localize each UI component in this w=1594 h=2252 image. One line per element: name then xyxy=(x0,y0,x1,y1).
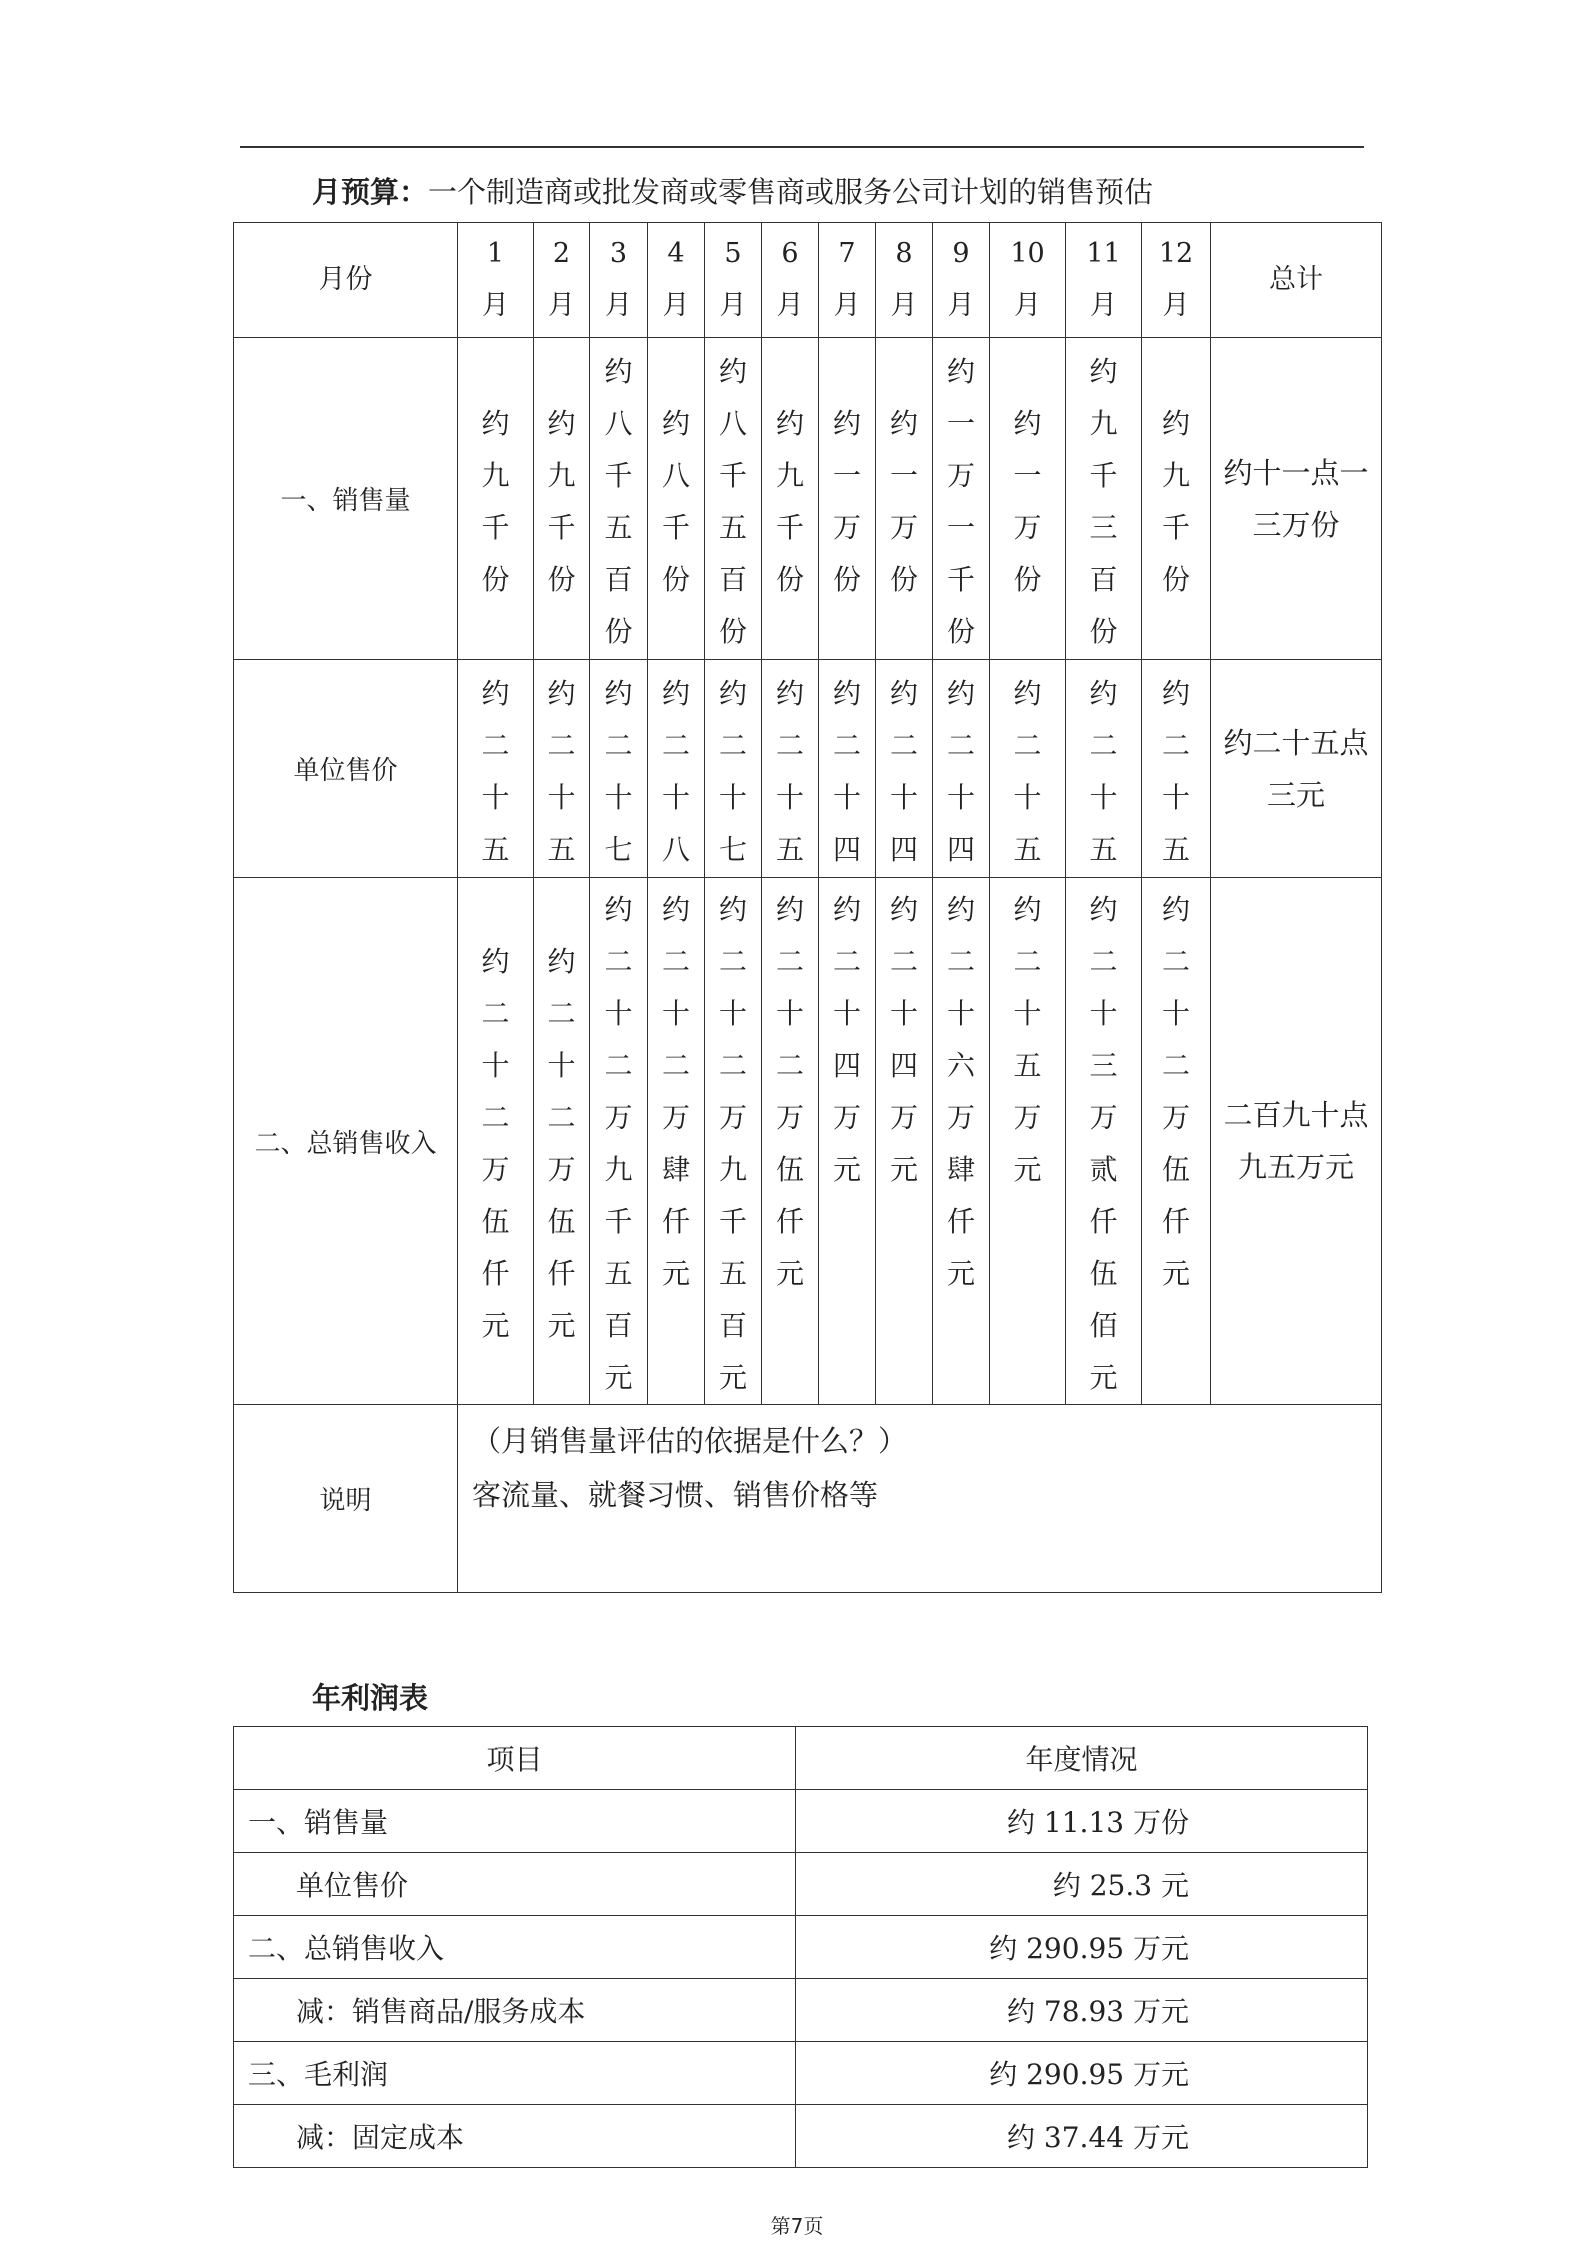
note-question: （月销售量评估的依据是什么？） xyxy=(472,1424,908,1458)
monthly-title-rest: 一个制造商或批发商或零售商或服务公司计划的销售预估 xyxy=(428,175,1154,209)
month-value-cell xyxy=(933,338,990,660)
month-header-label: 月份 xyxy=(234,223,458,338)
month-value-text: 约一万份 xyxy=(889,406,918,596)
annual-row-label: 一、销售量 xyxy=(234,1790,796,1853)
month-value-cell xyxy=(705,660,762,878)
monthly-budget-title xyxy=(312,170,1153,211)
month-header-text: 5 月 xyxy=(719,238,747,321)
month-value-text: 约二十三万贰仟伍佰元 xyxy=(1089,893,1118,1394)
month-value-text: 约二十八 xyxy=(661,676,690,866)
month-value-cell xyxy=(876,878,933,1405)
month-header-cell xyxy=(762,223,819,338)
row-label: 单位售价 xyxy=(234,660,458,878)
month-value-cell xyxy=(648,878,705,1405)
month-value-cell xyxy=(990,338,1066,660)
month-header-cell xyxy=(590,223,648,338)
month-value-cell xyxy=(590,338,648,660)
annual-row xyxy=(234,1916,1368,1979)
budget-row xyxy=(234,878,1382,1405)
month-value-cell xyxy=(1066,660,1142,878)
annual-row-value: 约 25.3 元 xyxy=(796,1853,1368,1916)
month-value-cell xyxy=(705,338,762,660)
month-value-cell xyxy=(819,878,876,1405)
month-value-cell xyxy=(933,878,990,1405)
month-value-cell xyxy=(458,660,534,878)
month-value-cell xyxy=(1142,878,1211,1405)
month-header-text: 10 月 xyxy=(1010,238,1045,321)
month-value-text: 约九千三百份 xyxy=(1089,354,1118,648)
month-value-cell xyxy=(1066,338,1142,660)
month-value-cell xyxy=(876,660,933,878)
month-header-total: 总计 xyxy=(1211,223,1382,338)
month-value-text: 约九千份 xyxy=(481,406,510,596)
annual-row xyxy=(234,1853,1368,1916)
month-header-cell xyxy=(534,223,590,338)
month-value-cell xyxy=(534,338,590,660)
month-value-text: 约九千份 xyxy=(547,406,576,596)
month-value-cell xyxy=(534,660,590,878)
annual-header-value: 年度情况 xyxy=(796,1727,1368,1790)
month-value-cell xyxy=(534,878,590,1405)
month-value-text: 约二十五 xyxy=(547,676,576,866)
annual-header-item: 项目 xyxy=(234,1727,796,1790)
month-header-cell xyxy=(1142,223,1211,338)
annual-row-label: 减：销售商品/服务成本 xyxy=(234,1979,796,2042)
month-value-text: 约二十四万元 xyxy=(832,893,861,1186)
row-total: 约二十五点三元 xyxy=(1211,660,1382,878)
month-value-text: 约二十二万九千五百元 xyxy=(718,893,747,1394)
month-value-text: 约二十五 xyxy=(1013,676,1042,866)
month-value-text: 约二十四 xyxy=(946,676,975,866)
row-total: 约十一点一三万份 xyxy=(1211,338,1382,660)
month-value-text: 约二十五 xyxy=(775,676,804,866)
month-value-cell xyxy=(648,338,705,660)
annual-row xyxy=(234,2105,1368,2168)
month-header-text: 9 月 xyxy=(947,238,975,321)
month-value-text: 约八千五百份 xyxy=(718,354,747,648)
month-header-cell xyxy=(705,223,762,338)
month-value-cell xyxy=(819,338,876,660)
month-value-cell xyxy=(933,660,990,878)
row-label: 一、销售量 xyxy=(234,338,458,660)
month-value-cell xyxy=(990,878,1066,1405)
annual-row-value: 约 290.95 万元 xyxy=(796,1916,1368,1979)
month-value-cell xyxy=(762,660,819,878)
row-total: 二百九十点九五万元 xyxy=(1211,878,1382,1405)
month-value-text: 约二十五 xyxy=(1089,676,1118,866)
month-header-text: 11 月 xyxy=(1086,238,1121,321)
annual-row-label: 单位售价 xyxy=(234,1853,796,1916)
month-value-text: 约二十二万九千五百元 xyxy=(604,893,633,1394)
month-value-cell xyxy=(876,338,933,660)
month-value-text: 约二十二万伍仟元 xyxy=(1161,893,1190,1290)
month-header-cell xyxy=(648,223,705,338)
annual-profit-title: 年利润表 xyxy=(312,1681,429,1715)
annual-row-label: 二、总销售收入 xyxy=(234,1916,796,1979)
annual-row-value: 约 78.93 万元 xyxy=(796,1979,1368,2042)
month-header-text: 1 月 xyxy=(482,238,509,321)
note-content xyxy=(458,1405,1382,1593)
month-value-cell xyxy=(648,660,705,878)
month-header-text: 2 月 xyxy=(548,238,575,321)
month-value-cell xyxy=(1066,878,1142,1405)
month-value-text: 约二十二万肆仟元 xyxy=(661,893,690,1290)
month-value-cell xyxy=(762,338,819,660)
month-value-text: 约二十二万伍仟元 xyxy=(775,893,804,1290)
month-value-text: 约二十五万元 xyxy=(1013,893,1042,1186)
annual-row xyxy=(234,1790,1368,1853)
month-header-text: 3 月 xyxy=(605,238,632,321)
budget-row xyxy=(234,338,1382,660)
annual-row xyxy=(234,1979,1368,2042)
annual-row-value: 约 11.13 万份 xyxy=(796,1790,1368,1853)
month-value-cell xyxy=(1142,338,1211,660)
month-value-text: 约二十五 xyxy=(481,676,510,866)
month-value-text: 约一万份 xyxy=(1013,406,1042,596)
annual-header-row xyxy=(234,1727,1368,1790)
month-header-text: 4 月 xyxy=(662,238,690,321)
month-value-text: 约二十六万肆仟元 xyxy=(946,893,975,1290)
annual-row xyxy=(234,2042,1368,2105)
monthly-title-bold: 月预算： xyxy=(312,175,429,209)
month-header-cell xyxy=(876,223,933,338)
annual-row-label: 三、毛利润 xyxy=(234,2042,796,2105)
page-number: 第7页 xyxy=(770,2214,824,2238)
month-value-text: 约二十二万伍仟元 xyxy=(481,945,510,1342)
month-value-cell xyxy=(819,660,876,878)
month-value-text: 约九千份 xyxy=(1161,406,1190,596)
month-value-text: 约八千份 xyxy=(661,406,690,596)
month-value-cell xyxy=(1142,660,1211,878)
month-value-text: 约二十二万伍仟元 xyxy=(547,945,576,1342)
month-value-cell xyxy=(990,660,1066,878)
row-label: 二、总销售收入 xyxy=(234,878,458,1405)
annual-row-label: 减：固定成本 xyxy=(234,2105,796,2168)
annual-row-value: 约 37.44 万元 xyxy=(796,2105,1368,2168)
month-value-text: 约一万份 xyxy=(832,406,861,596)
note-row xyxy=(234,1405,1382,1593)
month-value-cell xyxy=(590,878,648,1405)
month-header-cell xyxy=(990,223,1066,338)
month-value-text: 约二十七 xyxy=(604,676,633,866)
month-value-cell xyxy=(458,338,534,660)
month-value-text: 约八千五百份 xyxy=(604,354,633,648)
month-value-text: 约九千份 xyxy=(775,406,804,596)
month-header-text: 6 月 xyxy=(776,238,804,321)
month-header-text: 8 月 xyxy=(890,238,918,321)
monthly-budget-table xyxy=(233,222,1382,1593)
month-header-cell xyxy=(458,223,534,338)
month-value-cell xyxy=(590,660,648,878)
month-value-text: 约二十五 xyxy=(1161,676,1190,866)
note-answer: 客流量、就餐习惯、销售价格等 xyxy=(472,1478,879,1512)
month-header-cell xyxy=(1066,223,1142,338)
month-header-cell xyxy=(933,223,990,338)
month-value-cell xyxy=(705,878,762,1405)
budget-row xyxy=(234,660,1382,878)
annual-row-value: 约 290.95 万元 xyxy=(796,2042,1368,2105)
month-value-text: 约二十四 xyxy=(832,676,861,866)
month-header-row xyxy=(234,223,1382,338)
month-header-cell xyxy=(819,223,876,338)
month-value-text: 约一万一千份 xyxy=(946,354,975,648)
month-header-text: 12 月 xyxy=(1158,238,1194,321)
month-value-text: 约二十四 xyxy=(889,676,918,866)
month-value-text: 约二十四万元 xyxy=(889,893,918,1186)
month-header-text: 7 月 xyxy=(833,238,861,321)
month-value-text: 约二十七 xyxy=(718,676,747,866)
month-value-cell xyxy=(458,878,534,1405)
annual-profit-table xyxy=(233,1726,1368,2168)
month-value-cell xyxy=(762,878,819,1405)
note-label: 说明 xyxy=(234,1405,458,1593)
header-rule xyxy=(240,146,1364,148)
